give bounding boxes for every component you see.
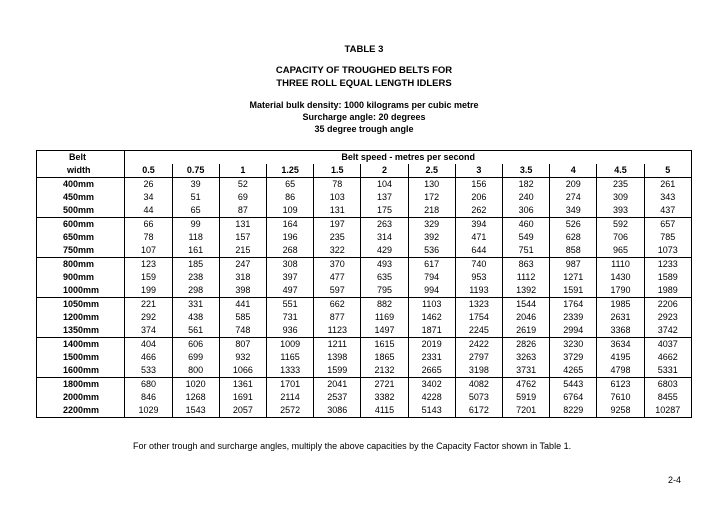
table-row [37, 391, 692, 404]
belt-width-cell: 1500mm [37, 351, 125, 364]
capacity-cell: 5073 [455, 391, 502, 404]
capacity-cell: 438 [172, 311, 219, 324]
capacity-cell: 1268 [172, 391, 219, 404]
capacity-cell: 8229 [550, 404, 597, 418]
capacity-cell: 6123 [597, 378, 644, 392]
capacity-cell: 1169 [361, 311, 408, 324]
table-row [37, 218, 692, 232]
capacity-cell: 137 [361, 191, 408, 204]
capacity-cell: 429 [361, 244, 408, 258]
table-row [37, 404, 692, 418]
capacity-cell: 343 [644, 191, 691, 204]
capacity-cell: 349 [550, 204, 597, 218]
capacity-cell: 215 [219, 244, 266, 258]
capacity-cell: 404 [125, 338, 172, 352]
table-row [37, 324, 692, 338]
capacity-cell: 1691 [219, 391, 266, 404]
capacity-cell: 103 [314, 191, 361, 204]
capacity-cell: 235 [597, 178, 644, 192]
capacity-cell: 292 [125, 311, 172, 324]
belt-width-cell: 600mm [37, 218, 125, 232]
capacity-cell: 794 [408, 271, 455, 284]
capacity-cell: 1020 [172, 378, 219, 392]
capacity-cell: 592 [597, 218, 644, 232]
capacity-cell: 2331 [408, 351, 455, 364]
capacity-cell: 7610 [597, 391, 644, 404]
capacity-cell: 130 [408, 178, 455, 192]
table-row [37, 258, 692, 272]
capacity-cell: 466 [125, 351, 172, 364]
capacity-cell: 247 [219, 258, 266, 272]
capacity-cell: 4082 [455, 378, 502, 392]
capacity-cell: 3742 [644, 324, 691, 338]
capacity-cell: 1754 [455, 311, 502, 324]
capacity-cell: 263 [361, 218, 408, 232]
capacity-cell: 628 [550, 231, 597, 244]
capacity-cell: 1009 [266, 338, 313, 352]
capacity-cell: 533 [125, 364, 172, 378]
capacity-cell: 182 [503, 178, 550, 192]
capacity-cell: 235 [314, 231, 361, 244]
capacity-cell: 172 [408, 191, 455, 204]
capacity-cell: 858 [550, 244, 597, 258]
capacity-cell: 5331 [644, 364, 691, 378]
belt-width-cell: 500mm [37, 204, 125, 218]
belt-width-cell: 650mm [37, 231, 125, 244]
capacity-cell: 5143 [408, 404, 455, 418]
capacity-cell: 3634 [597, 338, 644, 352]
capacity-cell: 1066 [219, 364, 266, 378]
capacity-cell: 644 [455, 244, 502, 258]
capacity-cell: 86 [266, 191, 313, 204]
belt-width-cell: 1050mm [37, 298, 125, 312]
table-row [37, 364, 692, 378]
capacity-cell: 585 [219, 311, 266, 324]
capacity-cell: 196 [266, 231, 313, 244]
capacity-cell: 657 [644, 218, 691, 232]
capacity-cell: 877 [314, 311, 361, 324]
capacity-factor-note: For other trough and surcharge angles, multiply the above capacities by the Capacity Factor shown in Table 1. [133, 441, 572, 451]
capacity-cell: 3731 [503, 364, 550, 378]
capacity-cell: 5919 [503, 391, 550, 404]
capacity-cell: 846 [125, 391, 172, 404]
belt-width-cell: 900mm [37, 271, 125, 284]
capacity-cell: 6172 [455, 404, 502, 418]
capacity-cell: 1497 [361, 324, 408, 338]
capacity-cell: 441 [219, 298, 266, 312]
capacity-cell: 1544 [503, 298, 550, 312]
table-row [37, 338, 692, 352]
capacity-cell: 1790 [597, 284, 644, 298]
capacity-cell: 4195 [597, 351, 644, 364]
capacity-cell: 2422 [455, 338, 502, 352]
capacity-cell: 218 [408, 204, 455, 218]
table-row [37, 231, 692, 244]
belt-width-cell: 400mm [37, 178, 125, 192]
capacity-cell: 2619 [503, 324, 550, 338]
capacity-cell: 206 [455, 191, 502, 204]
capacity-cell: 1430 [597, 271, 644, 284]
capacity-cell: 882 [361, 298, 408, 312]
speed-column-header: 2 [361, 164, 408, 178]
capacity-cell: 795 [361, 284, 408, 298]
capacity-cell: 199 [125, 284, 172, 298]
capacity-cell: 131 [219, 218, 266, 232]
capacity-cell: 936 [266, 324, 313, 338]
capacity-cell: 4762 [503, 378, 550, 392]
capacity-cell: 6803 [644, 378, 691, 392]
capacity-cell: 471 [455, 231, 502, 244]
table-row [37, 298, 692, 312]
belt-header: Belt [37, 151, 125, 165]
capacity-cell: 1871 [408, 324, 455, 338]
capacity-cell: 26 [125, 178, 172, 192]
capacity-cell: 309 [597, 191, 644, 204]
capacity-cell: 807 [219, 338, 266, 352]
capacity-cell: 2572 [266, 404, 313, 418]
capacity-cell: 164 [266, 218, 313, 232]
capacity-cell: 118 [172, 231, 219, 244]
capacity-cell: 4037 [644, 338, 691, 352]
capacity-cell: 635 [361, 271, 408, 284]
capacity-cell: 932 [219, 351, 266, 364]
capacity-cell: 536 [408, 244, 455, 258]
capacity-cell: 221 [125, 298, 172, 312]
capacity-cell: 39 [172, 178, 219, 192]
table-row [37, 244, 692, 258]
capacity-cell: 699 [172, 351, 219, 364]
capacity-cell: 1103 [408, 298, 455, 312]
capacity-cell: 3368 [597, 324, 644, 338]
capacity-cell: 706 [597, 231, 644, 244]
capacity-cell: 185 [172, 258, 219, 272]
capacity-cell: 87 [219, 204, 266, 218]
capacity-cell: 1029 [125, 404, 172, 418]
capacity-cell: 197 [314, 218, 361, 232]
density-subtitle: Material bulk density: 1000 kilograms per cubic metre [249, 100, 479, 110]
capacity-cell: 393 [597, 204, 644, 218]
capacity-cell: 1073 [644, 244, 691, 258]
capacity-cell: 526 [550, 218, 597, 232]
capacity-cell: 4662 [644, 351, 691, 364]
table-row [37, 378, 692, 392]
capacity-cell: 2041 [314, 378, 361, 392]
capacity-cell: 1392 [503, 284, 550, 298]
capacity-cell: 2537 [314, 391, 361, 404]
table-row [37, 191, 692, 204]
capacity-cell: 1193 [455, 284, 502, 298]
capacity-cell: 3402 [408, 378, 455, 392]
capacity-cell: 131 [314, 204, 361, 218]
speed-column-header: 5 [644, 164, 691, 178]
capacity-cell: 2132 [361, 364, 408, 378]
capacity-cell: 497 [266, 284, 313, 298]
capacity-cell: 318 [219, 271, 266, 284]
table-row [37, 311, 692, 324]
speed-column-header: 1.25 [266, 164, 313, 178]
capacity-cell: 374 [125, 324, 172, 338]
capacity-cell: 99 [172, 218, 219, 232]
capacity-cell: 1333 [266, 364, 313, 378]
capacity-cell: 1589 [644, 271, 691, 284]
title-line-1: CAPACITY OF TROUGHED BELTS FOR [275, 65, 453, 76]
speed-column-header: 3 [455, 164, 502, 178]
belt-width-cell: 800mm [37, 258, 125, 272]
capacity-cell: 1701 [266, 378, 313, 392]
capacity-cell: 5443 [550, 378, 597, 392]
capacity-cell: 740 [455, 258, 502, 272]
capacity-cell: 606 [172, 338, 219, 352]
capacity-cell: 731 [266, 311, 313, 324]
capacity-cell: 1123 [314, 324, 361, 338]
capacity-cell: 322 [314, 244, 361, 258]
surcharge-subtitle: Surcharge angle: 20 degrees [302, 112, 426, 122]
capacity-cell: 1764 [550, 298, 597, 312]
capacity-cell: 7201 [503, 404, 550, 418]
header-row-2 [37, 164, 692, 178]
belt-width-cell: 1350mm [37, 324, 125, 338]
capacity-cell: 1599 [314, 364, 361, 378]
belt-width-cell: 1600mm [37, 364, 125, 378]
capacity-cell: 238 [172, 271, 219, 284]
capacity-cell: 298 [172, 284, 219, 298]
capacity-cell: 1110 [597, 258, 644, 272]
capacity-cell: 493 [361, 258, 408, 272]
speed-column-header: 2.5 [408, 164, 455, 178]
capacity-cell: 1233 [644, 258, 691, 272]
capacity-cell: 52 [219, 178, 266, 192]
capacity-cell: 751 [503, 244, 550, 258]
speed-column-header: 4 [550, 164, 597, 178]
capacity-cell: 1985 [597, 298, 644, 312]
capacity-cell: 370 [314, 258, 361, 272]
capacity-cell: 3086 [314, 404, 361, 418]
capacity-cell: 240 [503, 191, 550, 204]
capacity-cell: 44 [125, 204, 172, 218]
capacity-cell: 1112 [503, 271, 550, 284]
capacity-cell: 680 [125, 378, 172, 392]
capacity-cell: 78 [125, 231, 172, 244]
capacity-cell: 262 [455, 204, 502, 218]
capacity-cell: 800 [172, 364, 219, 378]
capacity-cell: 175 [361, 204, 408, 218]
capacity-table [36, 150, 692, 418]
capacity-cell: 2631 [597, 311, 644, 324]
table-row [37, 271, 692, 284]
capacity-cell: 397 [266, 271, 313, 284]
capacity-cell: 306 [503, 204, 550, 218]
belt-width-cell: 1200mm [37, 311, 125, 324]
capacity-cell: 123 [125, 258, 172, 272]
table-number: TABLE 3 [344, 44, 384, 55]
belt-width-cell: 750mm [37, 244, 125, 258]
capacity-cell: 1989 [644, 284, 691, 298]
capacity-cell: 1462 [408, 311, 455, 324]
belt-width-cell: 2200mm [37, 404, 125, 418]
capacity-cell: 1211 [314, 338, 361, 352]
capacity-cell: 2046 [503, 311, 550, 324]
capacity-cell: 161 [172, 244, 219, 258]
capacity-cell: 4228 [408, 391, 455, 404]
capacity-cell: 561 [172, 324, 219, 338]
capacity-cell: 1361 [219, 378, 266, 392]
capacity-cell: 2057 [219, 404, 266, 418]
capacity-cell: 551 [266, 298, 313, 312]
width-header: width [37, 164, 125, 178]
header-row-1 [37, 151, 692, 165]
trough-subtitle: 35 degree trough angle [314, 124, 414, 134]
belt-width-cell: 2000mm [37, 391, 125, 404]
capacity-cell: 460 [503, 218, 550, 232]
table-row [37, 351, 692, 364]
capacity-cell: 314 [361, 231, 408, 244]
capacity-cell: 8455 [644, 391, 691, 404]
title-line-2: THREE ROLL EQUAL LENGTH IDLERS [276, 78, 452, 89]
capacity-cell: 617 [408, 258, 455, 272]
capacity-cell: 104 [361, 178, 408, 192]
capacity-cell: 477 [314, 271, 361, 284]
capacity-cell: 10287 [644, 404, 691, 418]
capacity-cell: 785 [644, 231, 691, 244]
speed-column-header: 4.5 [597, 164, 644, 178]
table-row [37, 284, 692, 298]
capacity-cell: 2665 [408, 364, 455, 378]
capacity-cell: 597 [314, 284, 361, 298]
capacity-cell: 78 [314, 178, 361, 192]
capacity-cell: 6764 [550, 391, 597, 404]
capacity-cell: 2019 [408, 338, 455, 352]
capacity-cell: 748 [219, 324, 266, 338]
page-number: 2-4 [668, 475, 682, 485]
capacity-cell: 66 [125, 218, 172, 232]
capacity-cell: 65 [172, 204, 219, 218]
capacity-cell: 156 [455, 178, 502, 192]
capacity-cell: 4265 [550, 364, 597, 378]
capacity-cell: 1271 [550, 271, 597, 284]
capacity-cell: 2206 [644, 298, 691, 312]
belt-width-cell: 1800mm [37, 378, 125, 392]
capacity-cell: 65 [266, 178, 313, 192]
capacity-cell: 3198 [455, 364, 502, 378]
capacity-cell: 863 [503, 258, 550, 272]
capacity-cell: 392 [408, 231, 455, 244]
capacity-cell: 3263 [503, 351, 550, 364]
capacity-cell: 261 [644, 178, 691, 192]
capacity-cell: 329 [408, 218, 455, 232]
capacity-cell: 1865 [361, 351, 408, 364]
table-row [37, 204, 692, 218]
capacity-cell: 2721 [361, 378, 408, 392]
capacity-cell: 331 [172, 298, 219, 312]
capacity-cell: 437 [644, 204, 691, 218]
capacity-cell: 3382 [361, 391, 408, 404]
speed-column-header: 3.5 [503, 164, 550, 178]
capacity-cell: 965 [597, 244, 644, 258]
belt-width-cell: 1000mm [37, 284, 125, 298]
capacity-cell: 2923 [644, 311, 691, 324]
capacity-cell: 1398 [314, 351, 361, 364]
capacity-cell: 987 [550, 258, 597, 272]
capacity-cell: 109 [266, 204, 313, 218]
capacity-cell: 51 [172, 191, 219, 204]
capacity-cell: 1323 [455, 298, 502, 312]
speed-header: Belt speed - metres per second [125, 151, 692, 165]
speed-column-header: 0.75 [172, 164, 219, 178]
speed-column-header: 1 [219, 164, 266, 178]
capacity-cell: 4798 [597, 364, 644, 378]
table-row [37, 178, 692, 192]
capacity-cell: 394 [455, 218, 502, 232]
capacity-cell: 3729 [550, 351, 597, 364]
capacity-cell: 2114 [266, 391, 313, 404]
capacity-cell: 398 [219, 284, 266, 298]
capacity-cell: 2245 [455, 324, 502, 338]
capacity-cell: 1615 [361, 338, 408, 352]
speed-column-header: 0.5 [125, 164, 172, 178]
capacity-cell: 2994 [550, 324, 597, 338]
capacity-cell: 209 [550, 178, 597, 192]
speed-column-header: 1.5 [314, 164, 361, 178]
capacity-cell: 274 [550, 191, 597, 204]
capacity-cell: 549 [503, 231, 550, 244]
belt-width-cell: 1400mm [37, 338, 125, 352]
capacity-cell: 1543 [172, 404, 219, 418]
capacity-cell: 69 [219, 191, 266, 204]
capacity-cell: 1591 [550, 284, 597, 298]
capacity-cell: 34 [125, 191, 172, 204]
capacity-cell: 159 [125, 271, 172, 284]
capacity-cell: 268 [266, 244, 313, 258]
capacity-cell: 662 [314, 298, 361, 312]
capacity-cell: 308 [266, 258, 313, 272]
capacity-cell: 9258 [597, 404, 644, 418]
capacity-cell: 2826 [503, 338, 550, 352]
capacity-cell: 157 [219, 231, 266, 244]
capacity-cell: 4115 [361, 404, 408, 418]
capacity-cell: 107 [125, 244, 172, 258]
capacity-cell: 994 [408, 284, 455, 298]
belt-width-cell: 450mm [37, 191, 125, 204]
capacity-cell: 2339 [550, 311, 597, 324]
capacity-cell: 3230 [550, 338, 597, 352]
capacity-cell: 1165 [266, 351, 313, 364]
capacity-cell: 2797 [455, 351, 502, 364]
capacity-cell: 953 [455, 271, 502, 284]
